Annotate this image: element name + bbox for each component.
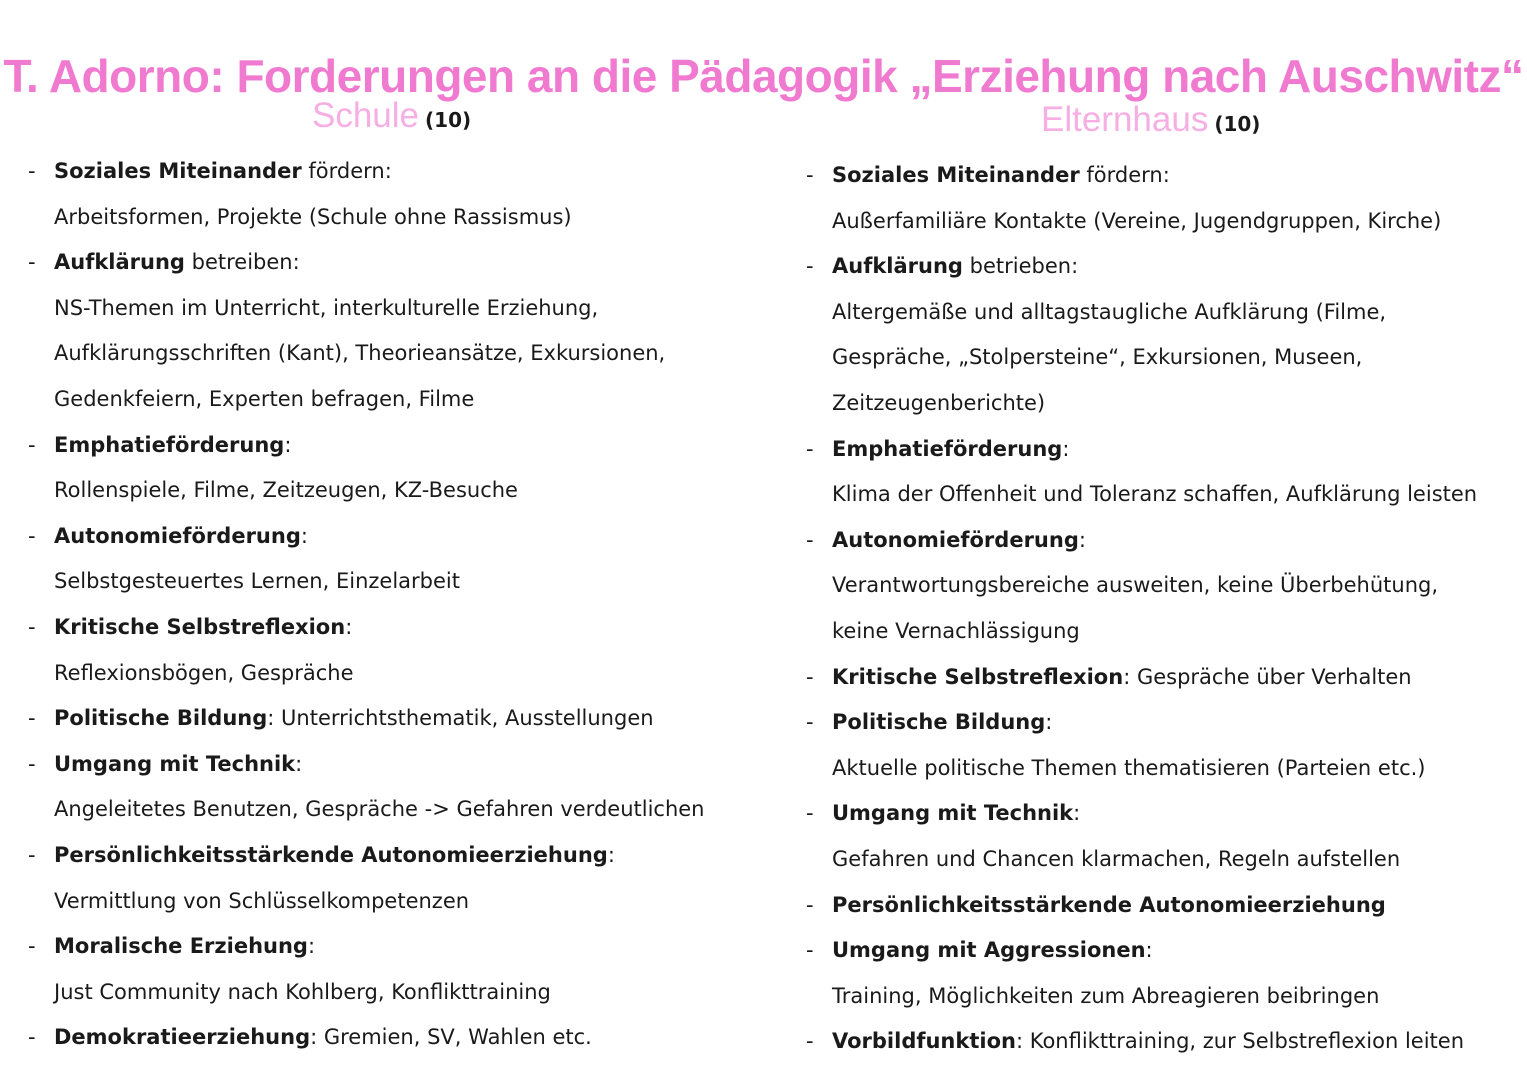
column-heading [28, 92, 758, 140]
bullet-dash: - [806, 938, 814, 963]
list-item-text: fördern: [301, 159, 392, 183]
list-item-text: : [295, 751, 303, 776]
bullet-dash: - [806, 664, 814, 689]
bullet-dash: - [28, 250, 36, 275]
list-item-heading [28, 742, 758, 788]
list-item-detail: Angeleitetes Benutzen, Gespräche -> Gefahren verdeutlichen [54, 797, 705, 822]
list-item-text: : [300, 523, 308, 548]
list-item-heading [806, 1019, 1506, 1065]
column-heading-label: Schule [312, 96, 420, 135]
list-item-keyword: Emphatieförderung [54, 432, 285, 457]
list-item-keyword: Kritische Selbstreflexion [54, 614, 346, 639]
list-item-detail: Arbeitsformen, Projekte (Schule ohne Rassismus) [54, 204, 572, 229]
list-item-keyword: Umgang mit Technik [832, 801, 1074, 826]
column-heading-count: (10) [425, 108, 472, 132]
list-item-keyword: Politische Bildung [832, 710, 1046, 735]
list-item-keyword: Umgang mit Aggressionen [832, 938, 1146, 963]
list-item-heading [806, 791, 1506, 837]
list-item-text: : Unterrichtsthematik, Ausstellungen [267, 706, 654, 731]
list-item [806, 791, 1506, 882]
list-item-detail: Zeitzeugenberichte) [832, 390, 1046, 415]
list-item-heading [28, 240, 758, 286]
bullet-dash: - [28, 751, 36, 776]
bullet-dash: - [806, 254, 814, 279]
list-item-text: : [1045, 710, 1053, 735]
bullet-dash: - [806, 710, 814, 735]
list-item [806, 153, 1506, 244]
list-item-detail: Klima der Offenheit und Toleranz schaffen, Aufklärung leisten [832, 482, 1478, 507]
list-item-text: betreiben: [184, 250, 300, 275]
list-item [806, 1019, 1506, 1065]
list-item-detail: Training, Möglichkeiten zum Abreagieren beibringen [832, 983, 1380, 1008]
list-item-detail: Außerfamiliäre Kontakte (Vereine, Jugendgruppen, Kirche) [832, 208, 1442, 233]
bullet-dash: - [28, 159, 36, 183]
bullet-dash: - [806, 163, 814, 187]
list-item-keyword: Aufklärung [54, 250, 185, 275]
list-item [28, 924, 758, 1015]
bullet-dash: - [806, 892, 814, 917]
list-item-heading [806, 427, 1506, 473]
bullet-dash: - [806, 436, 814, 461]
column-heading-count: (10) [1214, 112, 1261, 136]
bullet-dash: - [28, 934, 36, 959]
list-item-keyword: Persönlichkeitsstärkende Autonomieerziehung [832, 892, 1386, 917]
list-item [806, 883, 1506, 929]
item-list [806, 153, 1506, 1065]
list-item-heading [28, 514, 758, 560]
list-item-heading [806, 244, 1506, 290]
list-item-text: : Gespräche über Verhalten [1123, 664, 1412, 689]
list-item [806, 427, 1506, 518]
list-item-text: : [345, 614, 353, 639]
list-item-text: : [307, 934, 316, 959]
bullet-dash: - [28, 706, 36, 731]
list-item-text: : [284, 432, 292, 457]
list-item-text: : [1145, 938, 1153, 963]
list-item-heading [28, 833, 758, 879]
list-item-detail: Verantwortungsbereiche ausweiten, keine Überbehütung, [832, 573, 1439, 598]
list-item-keyword: Soziales Miteinander [54, 159, 302, 183]
bullet-dash: - [28, 1025, 36, 1050]
list-item-heading [806, 655, 1506, 701]
list-item [28, 1015, 758, 1061]
bullet-dash: - [28, 614, 36, 639]
list-item-text: : [1073, 801, 1081, 826]
list-item-detail: Just Community nach Kohlberg, Konflikttraining [54, 979, 551, 1004]
list-item [806, 655, 1506, 701]
bullet-dash: - [28, 523, 36, 548]
list-item-text: fördern: [1079, 163, 1170, 187]
list-item [28, 240, 758, 422]
list-item-detail: Altergemäße und alltagstaugliche Aufklärung (Filme, [832, 299, 1387, 324]
list-item-keyword: Kritische Selbstreflexion [832, 664, 1124, 689]
list-item-keyword: Emphatieförderung [832, 436, 1063, 461]
list-item-keyword: Aufklärung [832, 254, 963, 279]
bullet-dash: - [806, 527, 814, 552]
list-item-heading [28, 605, 758, 651]
list-item-detail: Gefahren und Chancen klarmachen, Regeln aufstellen [832, 846, 1401, 871]
list-item-keyword: Soziales Miteinander [832, 163, 1080, 187]
list-item-keyword: Autonomieförderung [54, 523, 301, 548]
list-item-detail: Aktuelle politische Themen thematisieren (Parteien etc.) [832, 755, 1426, 780]
list-item [28, 696, 758, 742]
list-item-detail: Reflexionsbögen, Gespräche [54, 660, 354, 685]
list-item [806, 700, 1506, 791]
bullet-dash: - [806, 801, 814, 826]
list-item-keyword: Vorbildfunktion [832, 1029, 1016, 1054]
list-item [28, 514, 758, 605]
list-item-heading [28, 924, 758, 970]
list-item-keyword: Politische Bildung [54, 706, 268, 731]
list-item-heading [28, 149, 758, 195]
list-item-detail: Vermittlung von Schlüsselkompetenzen [54, 888, 470, 913]
list-item-keyword: Autonomieförderung [832, 527, 1079, 552]
list-item-heading [28, 696, 758, 742]
list-item-text: : Gremien, SV, Wahlen etc. [310, 1025, 592, 1050]
list-item [28, 833, 758, 924]
list-item [806, 518, 1506, 655]
list-item-heading [806, 883, 1506, 929]
list-item-text: : Konflikttraining, zur Selbstreflexion leiten [1015, 1029, 1465, 1054]
list-item-keyword: Persönlichkeitsstärkende Autonomieerziehung [54, 842, 608, 867]
list-item-detail: Gedenkfeiern, Experten befragen, Filme [54, 386, 475, 411]
column-heading [806, 96, 1506, 144]
item-list [28, 149, 758, 1061]
list-item [806, 244, 1506, 426]
list-item [28, 149, 758, 240]
list-item-keyword: Umgang mit Technik [54, 751, 296, 776]
list-item-text: : [607, 842, 615, 867]
list-item-detail: Gespräche, „Stolpersteine“, Exkursionen, Museen, [832, 345, 1363, 370]
bullet-dash: - [28, 842, 36, 867]
list-item [806, 928, 1506, 1019]
bullet-dash: - [806, 1029, 814, 1054]
list-item-heading [28, 1015, 758, 1061]
list-item-detail: Selbstgesteuertes Lernen, Einzelarbeit [54, 569, 460, 594]
page-title: T. Adorno: Forderungen an die Pädagogik „Erziehung nach Auschwitz“ [3, 49, 1524, 102]
list-item-heading [806, 928, 1506, 974]
list-item-keyword: Demokratieerziehung [54, 1025, 311, 1050]
list-item [28, 423, 758, 514]
list-item-text: : [1078, 527, 1086, 552]
list-item-heading [806, 518, 1506, 564]
column-elternhaus [806, 96, 1506, 1065]
list-item [28, 742, 758, 833]
list-item-detail: Aufklärungsschriften (Kant), Theorieansätze, Exkursionen, [54, 341, 666, 366]
list-item [28, 605, 758, 696]
bullet-dash: - [28, 432, 36, 457]
list-item-detail: Rollenspiele, Filme, Zeitzeugen, KZ-Besuche [54, 478, 518, 503]
list-item-detail: NS-Themen im Unterricht, interkulturelle Erziehung, [54, 295, 599, 320]
list-item-keyword: Moralische Erziehung [54, 934, 308, 959]
list-item-heading [28, 423, 758, 469]
list-item-text: betrieben: [962, 254, 1079, 279]
list-item-text: : [1062, 436, 1070, 461]
column-heading-label: Elternhaus [1041, 100, 1209, 139]
list-item-detail: keine Vernachlässigung [832, 618, 1080, 643]
list-item-heading [806, 700, 1506, 746]
list-item-heading [806, 153, 1506, 199]
column-schule [28, 92, 758, 1061]
